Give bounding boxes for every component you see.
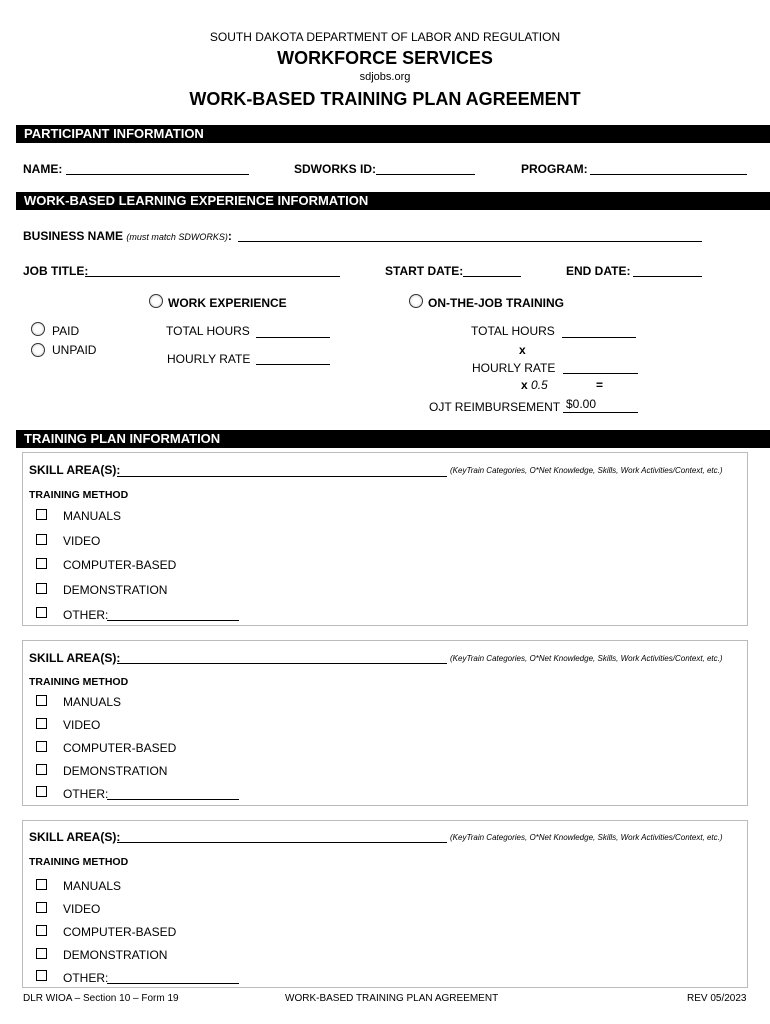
training-method-label: TRAINING METHOD: [29, 676, 129, 688]
department-name: SOUTH DAKOTA DEPARTMENT OF LABOR AND REGULATION: [209, 30, 561, 44]
demonstration-checkbox[interactable]: [36, 948, 47, 959]
ojt-factor-value: 0.5: [531, 378, 548, 392]
demonstration-label: DEMONSTRATION: [63, 583, 168, 597]
end-date-field[interactable]: [633, 276, 702, 277]
video-checkbox[interactable]: [36, 718, 47, 729]
sdworks-id-field[interactable]: [376, 174, 475, 175]
manuals-checkbox[interactable]: [36, 879, 47, 890]
skill-area-label: SKILL AREA(S):: [29, 463, 121, 477]
start-date-label: START DATE:: [385, 264, 464, 278]
computer-based-checkbox[interactable]: [36, 925, 47, 936]
skill-area-note: (KeyTrain Categories, O*Net Knowledge, Skills, Work Activities/Context, etc.): [450, 654, 723, 663]
skill-area-panel-3: [22, 820, 748, 988]
footer-title: WORK-BASED TRAINING PLAN AGREEMENT: [285, 993, 499, 1004]
other-label: OTHER:: [63, 787, 109, 801]
ojt-label: ON-THE-JOB TRAINING: [428, 296, 564, 310]
skill-area-label: SKILL AREA(S):: [29, 651, 121, 665]
skill-area-note: (KeyTrain Categories, O*Net Knowledge, Skills, Work Activities/Context, etc.): [450, 833, 723, 842]
form-title: WORK-BASED TRAINING PLAN AGREEMENT: [189, 89, 581, 109]
ojt-reimbursement-field[interactable]: [563, 412, 638, 413]
training-method-label: TRAINING METHOD: [29, 489, 129, 501]
skill-area-field[interactable]: [117, 476, 447, 477]
we-hourly-rate-label: HOURLY RATE: [167, 352, 251, 366]
ojt-reimbursement-label: OJT REIMBURSEMENT: [429, 400, 561, 414]
ojt-total-hours-label: TOTAL HOURS: [471, 324, 555, 338]
ojt-multiply-sign: x: [519, 343, 526, 357]
name-label: NAME:: [23, 162, 63, 176]
participant-section-header: PARTICIPANT INFORMATION: [16, 125, 770, 143]
computer-based-checkbox[interactable]: [36, 741, 47, 752]
other-field[interactable]: [107, 983, 239, 984]
skill-area-label: SKILL AREA(S):: [29, 830, 121, 844]
video-checkbox[interactable]: [36, 902, 47, 913]
manuals-checkbox[interactable]: [36, 509, 47, 520]
manuals-label: MANUALS: [63, 695, 122, 709]
business-name-label: [23, 229, 232, 243]
other-checkbox[interactable]: [36, 970, 47, 981]
other-field[interactable]: [107, 620, 239, 621]
manuals-checkbox[interactable]: [36, 695, 47, 706]
skill-area-panel-1: [22, 452, 748, 626]
other-label: OTHER:: [63, 971, 109, 985]
end-date-label: END DATE:: [566, 264, 631, 278]
computer-based-label: COMPUTER-BASED: [63, 558, 177, 572]
training-method-label: TRAINING METHOD: [29, 856, 129, 868]
paid-radio[interactable]: [31, 322, 45, 336]
unpaid-radio[interactable]: [31, 343, 45, 357]
manuals-label: MANUALS: [63, 509, 122, 523]
ojt-equals-sign: =: [596, 378, 604, 392]
training-section-header: TRAINING PLAN INFORMATION: [16, 430, 770, 448]
agency-name: WORKFORCE SERVICES: [277, 48, 493, 68]
work-experience-radio[interactable]: [149, 294, 163, 308]
program-label: PROGRAM:: [521, 162, 588, 176]
computer-based-label: COMPUTER-BASED: [63, 741, 177, 755]
video-label: VIDEO: [63, 902, 101, 916]
ojt-reimbursement-value: $0.00: [566, 397, 597, 411]
footer-form-id: DLR WIOA – Section 10 – Form 19: [23, 993, 179, 1004]
experience-section-header: WORK-BASED LEARNING EXPERIENCE INFORMATION: [16, 192, 770, 210]
business-name-field[interactable]: [238, 241, 702, 242]
program-field[interactable]: [590, 174, 747, 175]
other-checkbox[interactable]: [36, 786, 47, 797]
paid-label: PAID: [52, 324, 80, 338]
demonstration-checkbox[interactable]: [36, 764, 47, 775]
video-label: VIDEO: [63, 718, 101, 732]
ojt-total-hours-field[interactable]: [562, 337, 636, 338]
computer-based-label: COMPUTER-BASED: [63, 925, 177, 939]
job-title-label: JOB TITLE:: [23, 264, 89, 278]
footer-revision: REV 05/2023: [687, 993, 747, 1004]
job-title-field[interactable]: [85, 276, 340, 277]
ojt-hourly-rate-field[interactable]: [563, 373, 638, 374]
work-experience-label: WORK EXPERIENCE: [168, 296, 287, 310]
unpaid-label: UNPAID: [52, 343, 97, 357]
we-total-hours-label: TOTAL HOURS: [166, 324, 250, 338]
skill-area-field[interactable]: [117, 663, 447, 664]
other-checkbox[interactable]: [36, 607, 47, 618]
ojt-factor-x: x: [521, 378, 528, 392]
other-label: OTHER:: [63, 608, 109, 622]
manuals-label: MANUALS: [63, 879, 122, 893]
we-hourly-rate-field[interactable]: [256, 364, 330, 365]
ojt-hourly-rate-label: HOURLY RATE: [472, 361, 556, 375]
business-name-note: (must match SDWORKS): [126, 232, 228, 242]
we-total-hours-field[interactable]: [256, 337, 330, 338]
demonstration-label: DEMONSTRATION: [63, 948, 168, 962]
computer-based-checkbox[interactable]: [36, 558, 47, 569]
ojt-radio[interactable]: [409, 294, 423, 308]
skill-area-field[interactable]: [117, 842, 447, 843]
skill-area-panel-2: [22, 640, 748, 806]
other-field[interactable]: [107, 799, 239, 800]
skill-area-note: (KeyTrain Categories, O*Net Knowledge, Skills, Work Activities/Context, etc.): [450, 466, 723, 475]
demonstration-checkbox[interactable]: [36, 583, 47, 594]
sdworks-id-label: SDWORKS ID:: [294, 162, 376, 176]
business-name-text: BUSINESS NAME: [23, 229, 124, 243]
video-label: VIDEO: [63, 534, 101, 548]
video-checkbox[interactable]: [36, 534, 47, 545]
ojt-factor: [521, 378, 548, 392]
start-date-field[interactable]: [463, 276, 521, 277]
name-field[interactable]: [66, 174, 249, 175]
demonstration-label: DEMONSTRATION: [63, 764, 168, 778]
business-name-colon: :: [227, 229, 232, 243]
website-text: sdjobs.org: [359, 71, 411, 83]
